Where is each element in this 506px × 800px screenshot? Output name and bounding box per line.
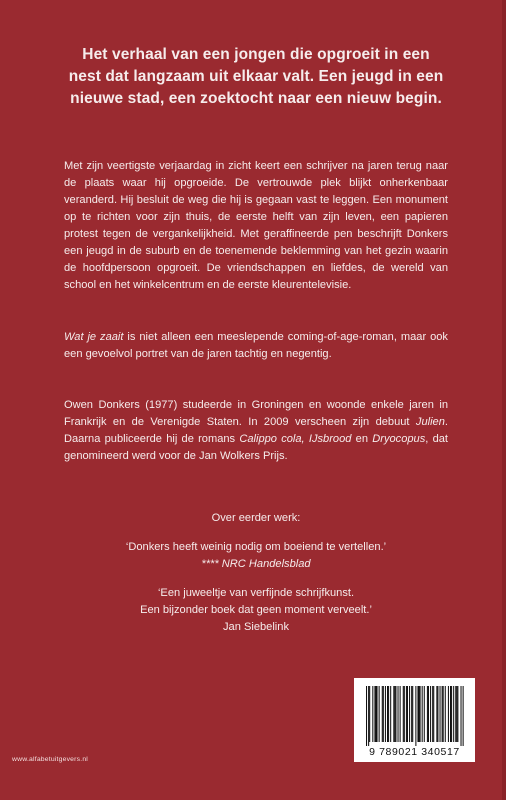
- barcode-bar: [395, 686, 396, 742]
- barcode-bar: [379, 686, 380, 742]
- book-title: Calippo cola, IJsbrood: [239, 433, 352, 445]
- quote-block: [64, 539, 448, 573]
- quote-text: ‘Een juweeltje van verfijnde schrijfkunst.: [157, 587, 355, 599]
- barcode-bar: [398, 686, 399, 742]
- cover-edge: [502, 0, 506, 800]
- bio-text: , dat genomineerd werd voor de Jan Wolkers Prijs.: [64, 433, 449, 462]
- barcode-bar: [407, 686, 408, 742]
- synopsis-paragraph: [64, 158, 448, 294]
- intro-blurb: [62, 44, 450, 110]
- barcode-bar: [451, 686, 452, 742]
- summary-paragraph: [64, 329, 448, 363]
- barcode-bar: [448, 686, 449, 742]
- barcode-bar: [385, 686, 386, 742]
- isbn-barcode: [354, 678, 475, 762]
- quote-text: ‘Donkers heeft weinig nodig om boeiend te vertellen.’: [125, 541, 387, 553]
- barcode-bar: [412, 686, 413, 742]
- barcode-bar: [368, 686, 369, 746]
- barcode-bar: [369, 686, 370, 742]
- barcode-bar: [383, 686, 384, 742]
- bio-text: Owen Donkers (1977) studeerde in Groningen en woonde enkele jaren in Frankrijk en de Verenigde Staten. In 2009 verscheen zijn debuut: [64, 399, 448, 428]
- barcode-bar: [437, 686, 438, 742]
- author-bio-paragraph: [64, 397, 448, 465]
- barcode-bar: [436, 686, 437, 742]
- barcode-bar: [411, 686, 412, 742]
- barcode-bar: [409, 686, 410, 742]
- barcode-bar: [394, 686, 395, 742]
- quote-text: Een bijzonder boek dat geen moment verveelt.’: [140, 604, 372, 616]
- barcode-bar: [433, 686, 434, 742]
- barcode-bar: [374, 686, 375, 742]
- quote-source: Jan Siebelink: [223, 621, 289, 633]
- barcode-bar: [456, 686, 457, 742]
- book-title: Wat je zaait: [64, 331, 124, 343]
- quote-block: [64, 585, 448, 636]
- barcode-bar: [420, 686, 421, 742]
- barcode-bar: [417, 686, 418, 742]
- barcode-bar: [406, 686, 407, 742]
- barcode-bar: [387, 686, 388, 742]
- barcode-bar: [445, 686, 446, 742]
- bio-text: en: [351, 433, 373, 445]
- barcode-bar: [455, 686, 456, 742]
- barcode-bar: [415, 686, 416, 746]
- barcode-bar: [443, 686, 444, 742]
- barcode-bar: [427, 686, 428, 742]
- barcode-bar: [453, 686, 454, 742]
- isbn-number: 9 789021 340517: [369, 746, 460, 758]
- book-title: Julien: [415, 416, 445, 428]
- summary-text: is niet alleen een meeslepende coming-of-age-roman, maar ook een gevoelvol portret van de jaren tachtig en negentig.: [64, 331, 448, 360]
- barcode-bar: [422, 686, 423, 742]
- press-quotes: [64, 510, 448, 648]
- barcode-bar: [403, 686, 404, 742]
- barcode-bar: [400, 686, 401, 742]
- barcode-bar: [393, 686, 394, 742]
- barcode-bar: [457, 686, 458, 742]
- barcode-bar: [463, 686, 464, 746]
- synopsis-text: Met zijn veertigste verjaardag in zicht keert een schrijver na jaren terug naar de plaats waar hij opgroeide. De vertrouwde plek blijkt onherkenbaar veranderd. Hij besluit de weg die hij is gegaan vast te leggen. Een monument op te richten voor zijn thuis, de eerste helft van zijn leven, een papieren protest tegen de vergankelijkheid. Met geraffineerde pen beschrijft Donkers een jeugd in de suburb en de toenemende beklemming van het gezin waarin de hoofdpersoon opgroeit. De vriendschappen en liefdes, de wereld van school en het winkelcentrum en de eerste kleurentelevisie.: [64, 160, 448, 291]
- barcode-bar: [388, 686, 389, 742]
- barcode-bar: [428, 686, 429, 742]
- barcode-bar: [424, 686, 425, 742]
- barcode-bar: [432, 686, 433, 742]
- barcode-bar: [372, 686, 373, 742]
- barcode-bar: [442, 686, 443, 742]
- barcode-bar: [377, 686, 378, 742]
- barcode-bar: [366, 686, 367, 746]
- barcode-bar: [404, 686, 405, 742]
- barcode-bar: [450, 686, 451, 742]
- barcode-bars: [354, 678, 475, 748]
- barcode-bar: [440, 686, 441, 742]
- barcode-bar: [375, 686, 376, 742]
- publisher-website: www.alfabetuitgevers.nl: [12, 756, 89, 763]
- quote-source: **** NRC Handelsblad: [201, 558, 311, 570]
- barcode-bar: [382, 686, 383, 742]
- barcode-bar: [390, 686, 391, 742]
- barcode-bar: [430, 686, 431, 742]
- barcode-bar: [461, 686, 462, 746]
- intro-line: nieuwe stad, een zoektocht naar een nieuw begin.: [70, 90, 442, 107]
- bio-text: . Daarna publiceerde hij de romans: [64, 416, 448, 445]
- barcode-bar: [419, 686, 420, 742]
- quotes-heading: Over eerder werk:: [211, 512, 301, 524]
- intro-line: Het verhaal van een jongen die opgroeit in een: [82, 46, 430, 63]
- book-title: Dryocopus: [372, 433, 426, 445]
- intro-line: nest dat langzaam uit elkaar valt. Een jeugd in een: [68, 68, 444, 85]
